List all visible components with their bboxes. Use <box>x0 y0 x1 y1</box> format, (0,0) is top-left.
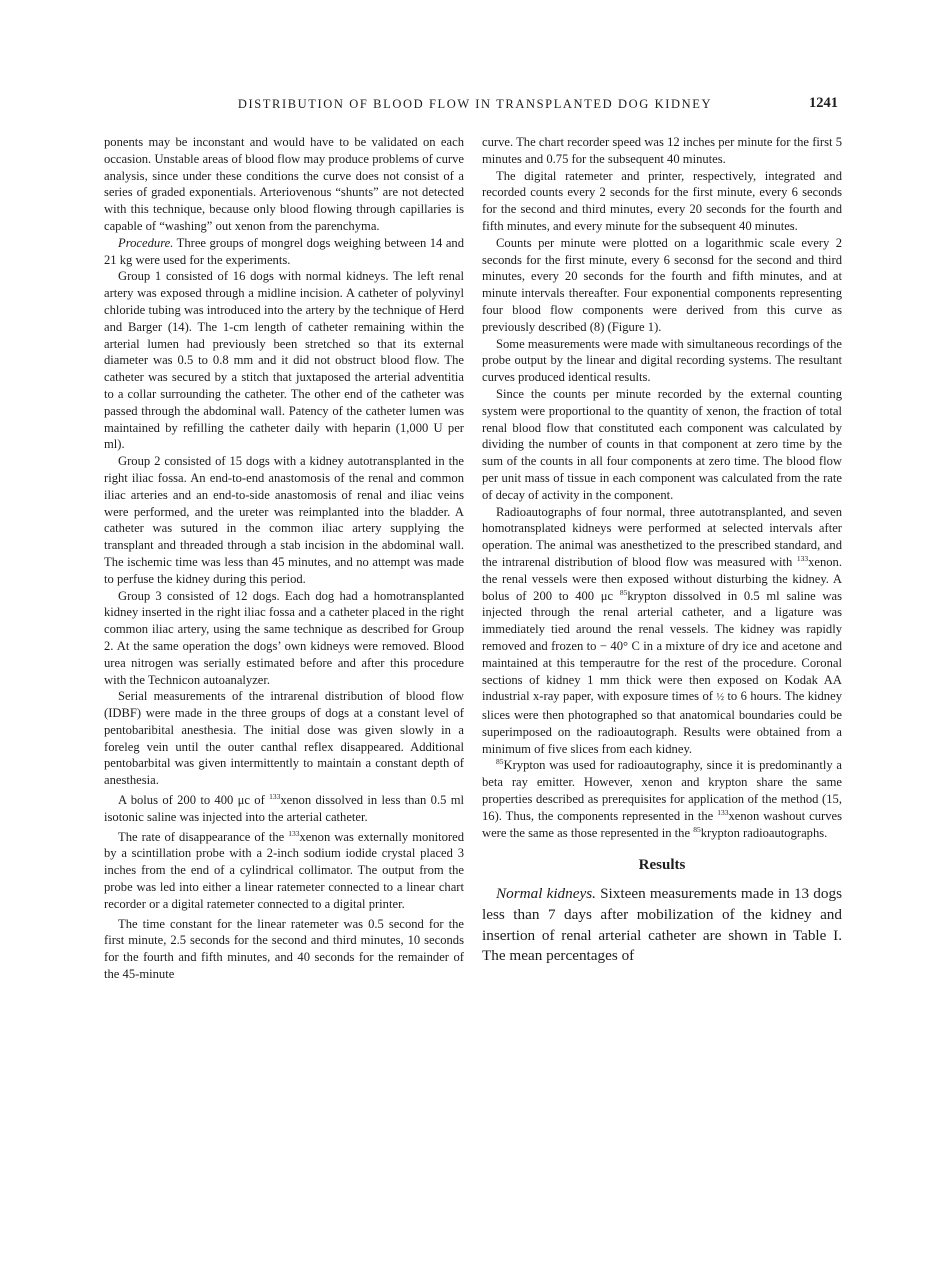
paragraph: Group 3 consisted of 12 dogs. Each dog had a homotransplanted kidney inserted in the right iliac fossa and a catheter placed in the right common iliac artery, using the same technique as described for Group 2. At the same operation the dogs’ own kidneys were removed. Blood urea nitrogen was serially estimated before and after this procedure with the Technicon autoanalyzer. <box>104 588 464 687</box>
paragraph-text: xenon washout curves were the same as those represented in the <box>482 808 843 840</box>
run-in-heading: Procedure. <box>118 235 174 250</box>
isotope-superscript: 133 <box>796 553 809 563</box>
paragraph: ponents may be inconstant and would have to be validated on each occasion. Unstable areas of blood flow may produce problems of curve analysis, since under these conditions the curve does not consist of a series of graded exponentials. Arteriovenous “shunts” are not detected with this technique, because only blood flowing through capillaries is capable of “washing” out xenon from the parenchyma. <box>104 135 464 233</box>
paragraph-text: A bolus of 200 to 400 μc of <box>118 793 270 808</box>
paragraph-text: krypton radioautographs. <box>700 825 828 840</box>
isotope-superscript: 85 <box>496 757 504 767</box>
paragraph: Some measurements were made with simultaneous recordings of the probe output by the linear and digital recording systems. The resultant curves produced identical results. <box>482 336 842 385</box>
paragraph: Since the counts per minute recorded by the external counting system were proportional to the quantity of xenon, the fraction of total renal blood flow that constituted each component was calculated by dividing the number of counts in that component at zero time by the sum of the counts in all four components at zero time. The blood flow per unit mass of tissue in each component was calculated from the rate of decay of activity in the component. <box>482 386 842 502</box>
fraction: ½ <box>716 692 724 704</box>
running-title: DISTRIBUTION OF BLOOD FLOW IN TRANSPLANTED DOG KIDNEY <box>237 97 713 111</box>
isotope-superscript: 85 <box>693 824 701 834</box>
paragraph <box>104 829 464 913</box>
paragraph-text: Sixteen measurements made in 13 dogs less than 7 days after mobilization of the kidney and insertion of renal arterial catheter are shown in Table I. The mean percentages of <box>482 885 842 965</box>
paragraph: The digital ratemeter and printer, respectively, integrated and recorded counts every 2 seconds for the first minute, every 6 seconds for the second and third minutes, every 20 seconds for the fourth and fifth minutes, and every minute for the subsequent 40 minutes. <box>482 168 842 233</box>
paragraph-text: Three groups of mongrel dogs weighing between 14 and 21 kg were used for the experiments. <box>104 235 464 267</box>
paragraph: Group 2 consisted of 15 dogs with a kidney autotransplanted in the right iliac fossa. An end-to-end anastomosis of the renal and common iliac arteries and an end-to-side anastomosis of renal and iliac veins were performed, and the ureter was reimplanted into the bladder. A catheter was sutured in the common iliac artery supplying the transplant and threaded through a stab incision in the abdominal wall. The ischemic time was less than 45 minutes, and no attempt was made to perfuse the kidney during this period. <box>104 454 464 586</box>
run-in-heading: Normal kidneys. <box>496 885 596 903</box>
isotope-superscript: 133 <box>269 792 281 802</box>
paragraph <box>104 792 464 826</box>
paragraph: The time constant for the linear ratemeter was 0.5 second for the first minute, 2.5 seconds for the second and third minutes, 10 seconds for the fourth and fifth minutes, and 40 seconds for the remainder of the 45-minute <box>104 916 464 982</box>
paragraph: curve. The chart recorder speed was 12 inches per minute for the first 5 minutes and 0.75 for the subsequent 40 minutes. <box>482 135 842 166</box>
paragraph-text: Radioautographs of four normal, three autotransplanted, and seven homotransplated kidneys were performed at selected intervals after operation. The animal was anesthetized to the prescribed standard, and the intrarenal distribution of blood flow was measured with <box>482 504 842 569</box>
isotope-superscript: 133 <box>288 828 300 838</box>
paragraph-text: The rate of disappearance of the <box>118 829 289 844</box>
paragraph-text: xenon. the renal vessels were then exposed without disturbing the kidney. A bolus of 200 to 400 μc <box>482 554 842 603</box>
paragraph <box>482 757 842 841</box>
page-number: 1241 <box>809 95 838 111</box>
paragraph: Serial measurements of the intrarenal distribution of blood flow (IDBF) were made in the three groups of dogs at a constant level of pentobaribital anesthesia. The initial dose was given slowly in a foreleg vein until the outer canthal reflex disappeared. Additional pentobarbital was given intermittently to maintain a constant depth of anesthesia. <box>104 689 464 788</box>
isotope-superscript: 85 <box>619 587 628 597</box>
paragraph-text: krypton dissolved in 0.5 ml saline was injected through the renal arterial catheter, and a ligature was immediately tied around the renal vessels. The kidney was rapidly removed and frozen to − 40° C in a mixture of dry ice and acetone and maintained at this temperautre for the rest of the procedure. Coronal sections of kidney 1 mm thick were then exposed on Kodak AA industrial x-ray paper, with exposure times of <box>482 588 842 704</box>
results-heading: Results <box>638 857 686 874</box>
paragraph <box>104 235 464 269</box>
paragraph: Counts per minute were plotted on a logarithmic scale every 2 seconds for the first minute, every 6 seconsd for the second and third minutes, every 20 seconds for the fourth and fifth minutes, and at minute intervals thereafter. Four exponential components representing four blood flow components were derived from this curve as previously described (8) (Figure 1). <box>482 235 842 334</box>
left-column <box>104 134 464 983</box>
paragraph <box>482 884 842 966</box>
paragraph <box>482 504 842 758</box>
paragraph: Group 1 consisted of 16 dogs with normal kidneys. The left renal artery was exposed through a midline incision. A catheter of polyvinyl chloride tubing was introduced into the artery by the technique of Herd and Barger (14). The 1-cm length of catheter remaining within the arterial lumen had previously been stretched so that its external diameter was 0.5 to 0.8 mm and it did not obstruct blood flow. The catheter was secured by a stitch that juxtaposed the arterial adventitia to a collar surrounding the catheter. The other end of the catheter was passed through the abdominal wall. Patency of the catheter lumen was maintained by refilling the catheter daily with heparin (1,000 U per ml). <box>104 269 464 452</box>
isotope-superscript: 133 <box>717 807 729 817</box>
paragraph-text: to 6 hours. The kidney slices were then photographed so that anatomical boundaries could be superimposed on the radioautograph. Results were obtained from a minimum of five slices from each kidney. <box>482 689 842 756</box>
paragraph-text: xenon dissolved in less than 0.5 ml isotonic saline was injected into the arterial catheter. <box>104 793 465 824</box>
paragraph-text: Krypton was used for radioautography, since it is predominantly a beta ray emitter. However, xenon and krypton share the same properties described as prerequisites for application of the method (15, 16). Thus, the components represented in the <box>482 758 842 823</box>
right-column <box>482 134 842 967</box>
paragraph-text: xenon was externally monitored by a scintillation probe with a 2-inch sodium iodide crystal placed 3 inches from the end of a cylindrical collimator. The output from the probe was led into either a linear ratemeter connected to a linear chart recorder or a digital ratemeter connected to a digital printer. <box>104 829 464 911</box>
